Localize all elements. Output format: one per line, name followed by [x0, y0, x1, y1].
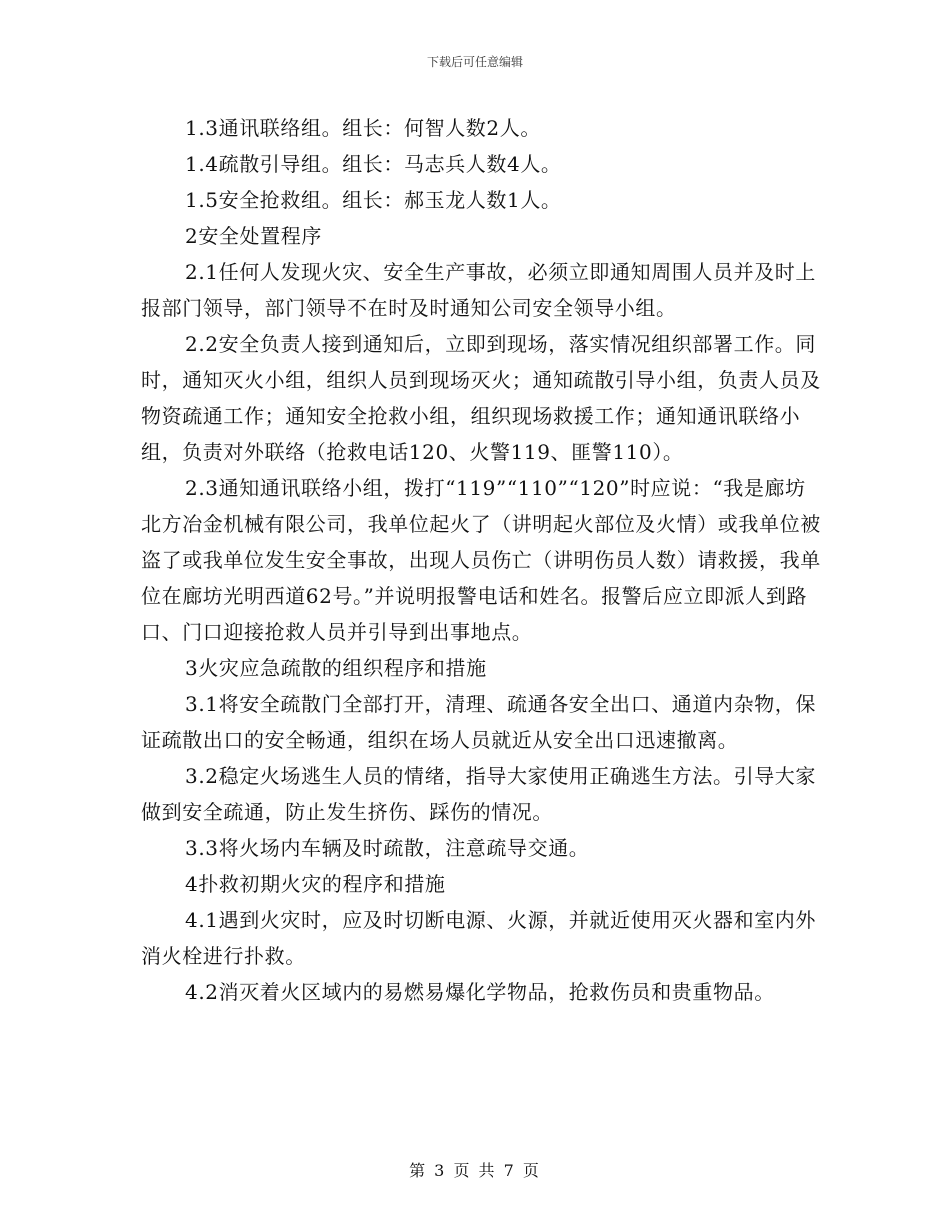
paragraph-3-3: 3.3将火场内车辆及时疏散，注意疏导交通。 [185, 836, 590, 860]
paragraph-3-1: 3.1将安全疏散门全部打开，清理、疏通各安全出口、通道内杂物，保证疏散出口的安全畅通，组织在场人员就近从安全出口迅速撤离。 [141, 692, 817, 752]
paragraph-1-5: 1.5安全抢救组。组长：郝玉龙人数1人。 [185, 188, 562, 212]
section-heading-2: 2安全处置程序 [185, 224, 322, 248]
paragraph-2-1: 2.1任何人发现火灾、安全生产事故，必须立即通知周围人员并及时上报部门领导，部门领导不在时及时通知公司安全领导小组。 [141, 260, 817, 320]
section-heading-4: 4扑救初期火灾的程序和措施 [185, 872, 446, 896]
paragraph-1-4: 1.4疏散引导组。组长：马志兵人数4人。 [185, 152, 562, 176]
paragraph-2-2: 2.2安全负责人接到通知后，立即到现场，落实情况组织部署工作。同时，通知灭火小组，组织人员到现场灭火；通知疏散引导小组，负责人员及物资疏通工作；通知安全抢救小组，组织现场救援工作；通知通讯联络小组，负责对外联络（抢救电话120、火警119、匪警110）。 [141, 332, 821, 464]
page-header-note: 下载后可任意编辑 [426, 55, 523, 69]
paragraph-1-3: 1.3通讯联络组。组长：何智人数2人。 [185, 116, 541, 140]
paragraph-4-1: 4.1遇到火灾时，应及时切断电源、火源，并就近使用灭火器和室内外消火栓进行扑救。 [141, 908, 817, 968]
section-heading-3: 3火灾应急疏散的组织程序和措施 [185, 656, 487, 680]
document-body [141, 110, 821, 1010]
paragraph-4-2: 4.2消灭着火区域内的易燃易爆化学物品，抢救伤员和贵重物品。 [185, 980, 775, 1004]
paragraph-3-2: 3.2稳定火场逃生人员的情绪，指导大家使用正确逃生方法。引导大家做到安全疏通，防止发生挤伤、踩伤的情况。 [141, 764, 817, 824]
paragraph-2-3: 2.3通知通讯联络小组，拨打“119”“110”“120”时应说：“我是廊坊北方冶金机械有限公司，我单位起火了（讲明起火部位及火情）或我单位被盗了或我单位发生安全事故，出现人员伤亡（讲明伤员人数）请救援，我单位在廊坊光明西道62号。”并说明报警电话和姓名。报警后应立即派人到路口、门口迎接抢救人员并引导到出事地点。 [141, 476, 821, 644]
page-number-footer: 第 3 页 共 7 页 [409, 1161, 541, 1180]
